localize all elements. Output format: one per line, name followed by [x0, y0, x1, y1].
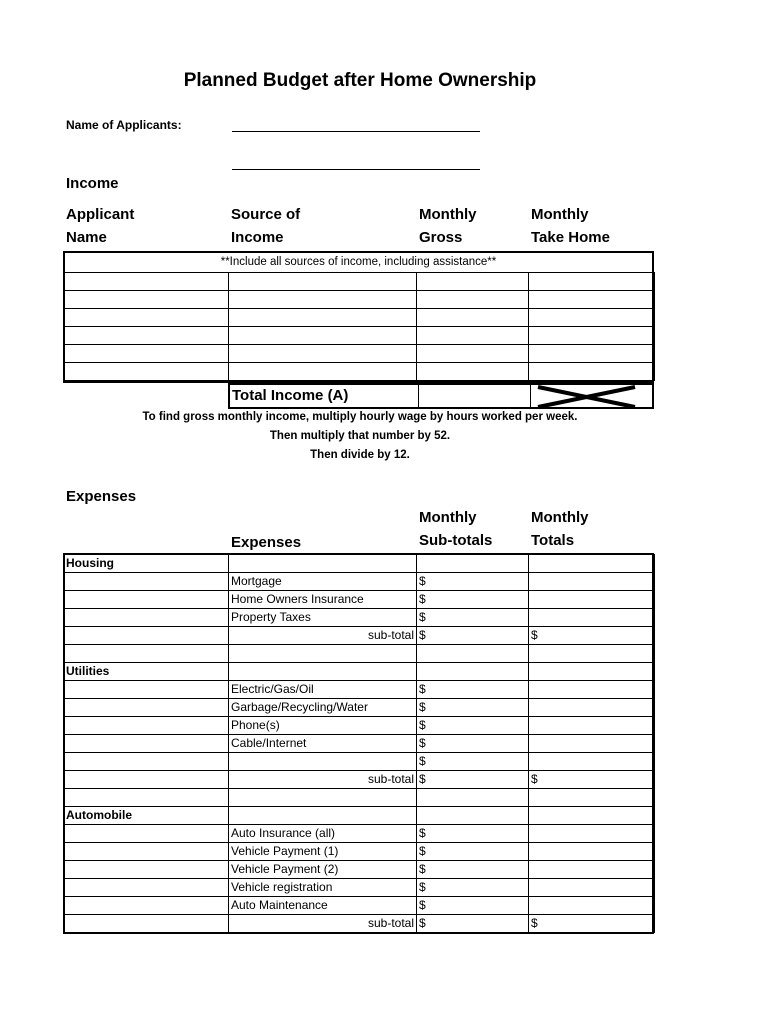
header-subtotals-line1: Monthly [419, 509, 477, 526]
expense-subtotal-cell[interactable]: $ [417, 879, 529, 897]
expense-row [64, 807, 655, 825]
expense-subtotal-cell[interactable]: $ [417, 843, 529, 861]
page-title: Planned Budget after Home Ownership [183, 70, 537, 91]
expense-category-cell: Utilities [64, 663, 229, 681]
income-gross-cell[interactable] [417, 345, 529, 363]
income-source-cell[interactable] [229, 363, 417, 381]
expenses-table [63, 553, 654, 934]
expense-row [64, 861, 655, 879]
expense-total-cell[interactable]: $ [529, 915, 655, 933]
header-monthly-take-home [531, 203, 610, 249]
expense-total-cell[interactable] [529, 807, 655, 825]
expense-item-cell: Auto Maintenance [229, 897, 417, 915]
expense-category-cell: Automobile [64, 807, 229, 825]
expense-row [64, 717, 655, 735]
income-grid [63, 272, 655, 381]
income-source-cell[interactable] [229, 291, 417, 309]
expense-subtotal-cell[interactable]: $ [417, 699, 529, 717]
header-monthly-gross [419, 203, 477, 249]
expense-total-cell[interactable] [529, 843, 655, 861]
expense-subtotal-cell[interactable]: $ [417, 717, 529, 735]
expense-subtotal-cell[interactable]: $ [417, 861, 529, 879]
total-income-divider-2 [530, 385, 531, 407]
expense-total-cell[interactable] [529, 645, 655, 663]
expense-subtotal-cell[interactable]: $ [417, 771, 529, 789]
expense-total-cell[interactable] [529, 609, 655, 627]
income-gross-cell[interactable] [417, 309, 529, 327]
income-applicant-cell[interactable] [64, 309, 229, 327]
expense-subtotal-cell[interactable]: $ [417, 735, 529, 753]
income-applicant-cell[interactable] [64, 363, 229, 381]
expense-subtotal-cell[interactable] [417, 807, 529, 825]
expense-subtotal-cell[interactable]: $ [417, 627, 529, 645]
expense-subtotal-cell[interactable]: $ [417, 609, 529, 627]
expense-subtotal-cell[interactable]: $ [417, 897, 529, 915]
header-totals-line1: Monthly [531, 509, 589, 526]
expense-subtotal-cell[interactable] [417, 663, 529, 681]
expense-row [64, 681, 655, 699]
expense-category-cell [64, 897, 229, 915]
expense-total-cell[interactable] [529, 735, 655, 753]
expense-total-cell[interactable] [529, 681, 655, 699]
expense-total-cell[interactable] [529, 591, 655, 609]
income-row [64, 273, 655, 291]
expense-row [64, 735, 655, 753]
income-take-home-cell[interactable] [529, 291, 655, 309]
expense-total-cell[interactable]: $ [529, 627, 655, 645]
header-applicant-name [66, 203, 134, 249]
income-note: **Include all sources of income, including assistance** [65, 253, 652, 273]
income-row [64, 363, 655, 381]
expense-category-cell [64, 645, 229, 663]
header-source-line1: Source of [231, 206, 301, 223]
expense-item-cell: Vehicle Payment (2) [229, 861, 417, 879]
expense-row [64, 843, 655, 861]
expense-subtotal-cell[interactable]: $ [417, 591, 529, 609]
expense-item-cell: sub-total [229, 915, 417, 933]
expense-category-cell: Housing [64, 555, 229, 573]
expense-category-cell [64, 789, 229, 807]
income-row [64, 327, 655, 345]
expense-total-cell[interactable] [529, 789, 655, 807]
expense-subtotal-cell[interactable]: $ [417, 681, 529, 699]
expense-subtotal-cell[interactable] [417, 789, 529, 807]
expense-category-cell [64, 699, 229, 717]
expense-item-cell: Auto Insurance (all) [229, 825, 417, 843]
header-take-home-line1: Monthly [531, 206, 589, 223]
instruction-line-2: Then multiply that number by 52. [269, 430, 451, 442]
expense-subtotal-cell[interactable]: $ [417, 753, 529, 771]
instruction-line-1: To find gross monthly income, multiply hourly wage by hours worked per week. [142, 411, 578, 423]
income-take-home-cell[interactable] [529, 345, 655, 363]
expense-category-cell [64, 915, 229, 933]
expense-category-cell [64, 735, 229, 753]
expense-row [64, 753, 655, 771]
expense-category-cell [64, 609, 229, 627]
income-take-home-cell[interactable] [529, 309, 655, 327]
income-take-home-cell[interactable] [529, 363, 655, 381]
instruction-line-3: Then divide by 12. [310, 449, 410, 461]
expense-row [64, 645, 655, 663]
income-gross-cell[interactable] [417, 291, 529, 309]
expense-total-cell[interactable] [529, 717, 655, 735]
expense-category-cell [64, 771, 229, 789]
income-take-home-cell[interactable] [529, 273, 655, 291]
expense-item-cell [229, 663, 417, 681]
expense-item-cell [229, 807, 417, 825]
header-expenses: Expenses [231, 534, 302, 551]
expense-category-cell [64, 843, 229, 861]
expense-row [64, 789, 655, 807]
header-totals-line2: Totals [531, 532, 575, 549]
income-applicant-cell[interactable] [64, 273, 229, 291]
income-applicant-cell[interactable] [64, 327, 229, 345]
expense-item-cell: Property Taxes [229, 609, 417, 627]
expense-item-cell [229, 555, 417, 573]
income-source-cell[interactable] [229, 309, 417, 327]
expense-total-cell[interactable]: $ [529, 771, 655, 789]
expense-row [64, 915, 655, 933]
header-source-of-income [231, 203, 300, 249]
total-income-row [228, 383, 654, 409]
income-source-cell[interactable] [229, 273, 417, 291]
income-applicant-cell[interactable] [64, 345, 229, 363]
expense-total-cell[interactable] [529, 879, 655, 897]
total-income-label: Total Income (A) [232, 387, 349, 404]
expense-subtotal-cell[interactable] [417, 555, 529, 573]
header-source-line2: Income [231, 229, 284, 246]
expense-category-cell [64, 591, 229, 609]
income-source-cell[interactable] [229, 327, 417, 345]
expense-subtotal-cell[interactable] [417, 645, 529, 663]
header-take-home-line2: Take Home [531, 229, 610, 246]
expense-total-cell[interactable] [529, 897, 655, 915]
expense-item-cell [229, 789, 417, 807]
expense-row [64, 555, 655, 573]
income-applicant-cell[interactable] [64, 291, 229, 309]
header-monthly-totals [531, 506, 589, 552]
income-row [64, 291, 655, 309]
income-table [63, 251, 654, 383]
header-applicant-line2: Name [66, 229, 107, 246]
applicant-name-line-1[interactable] [232, 131, 480, 132]
expense-row [64, 771, 655, 789]
expense-category-cell [64, 717, 229, 735]
expense-category-cell [64, 573, 229, 591]
expense-category-cell [64, 825, 229, 843]
expense-item-cell: Vehicle registration [229, 879, 417, 897]
expense-total-cell[interactable] [529, 573, 655, 591]
expense-total-cell[interactable] [529, 699, 655, 717]
expense-row [64, 573, 655, 591]
income-gross-cell[interactable] [417, 327, 529, 345]
expense-item-cell: Cable/Internet [229, 735, 417, 753]
income-gross-cell[interactable] [417, 363, 529, 381]
expense-row [64, 609, 655, 627]
expense-category-cell [64, 627, 229, 645]
applicant-name-line-2[interactable] [232, 169, 480, 170]
expenses-section-title: Expenses [66, 488, 137, 505]
expense-row [64, 897, 655, 915]
expense-category-cell [64, 753, 229, 771]
income-row [64, 309, 655, 327]
expense-row [64, 627, 655, 645]
income-gross-cell[interactable] [417, 273, 529, 291]
income-row [64, 345, 655, 363]
expense-item-cell: Garbage/Recycling/Water [229, 699, 417, 717]
expense-category-cell [64, 879, 229, 897]
expense-item-cell [229, 645, 417, 663]
header-applicant-line1: Applicant [66, 206, 135, 223]
crossed-out-cell-icon [535, 385, 640, 409]
header-monthly-subtotals [419, 506, 492, 552]
expense-item-cell: Electric/Gas/Oil [229, 681, 417, 699]
expense-item-cell: sub-total [229, 771, 417, 789]
expense-item-cell: Vehicle Payment (1) [229, 843, 417, 861]
expense-total-cell[interactable] [529, 555, 655, 573]
expense-row [64, 699, 655, 717]
expense-subtotal-cell[interactable]: $ [417, 825, 529, 843]
income-section-title: Income [66, 175, 119, 192]
expense-item-cell: Mortgage [229, 573, 417, 591]
header-subtotals-line2: Sub-totals [419, 532, 493, 549]
expense-category-cell [64, 681, 229, 699]
income-take-home-cell[interactable] [529, 327, 655, 345]
expense-item-cell: Phone(s) [229, 717, 417, 735]
expense-row [64, 825, 655, 843]
income-source-cell[interactable] [229, 345, 417, 363]
applicants-label: Name of Applicants: [66, 118, 182, 132]
expense-item-cell [229, 753, 417, 771]
expense-item-cell: Home Owners Insurance [229, 591, 417, 609]
expense-subtotal-cell[interactable]: $ [417, 915, 529, 933]
expense-total-cell[interactable] [529, 663, 655, 681]
expense-row [64, 591, 655, 609]
header-gross-line2: Gross [419, 229, 463, 246]
expenses-grid [63, 554, 655, 933]
expense-total-cell[interactable] [529, 861, 655, 879]
expense-row [64, 879, 655, 897]
expense-row [64, 663, 655, 681]
expense-category-cell [64, 861, 229, 879]
expense-item-cell: sub-total [229, 627, 417, 645]
expense-total-cell[interactable] [529, 825, 655, 843]
expense-subtotal-cell[interactable]: $ [417, 573, 529, 591]
expense-total-cell[interactable] [529, 753, 655, 771]
total-income-divider [418, 385, 419, 407]
header-gross-line1: Monthly [419, 206, 477, 223]
